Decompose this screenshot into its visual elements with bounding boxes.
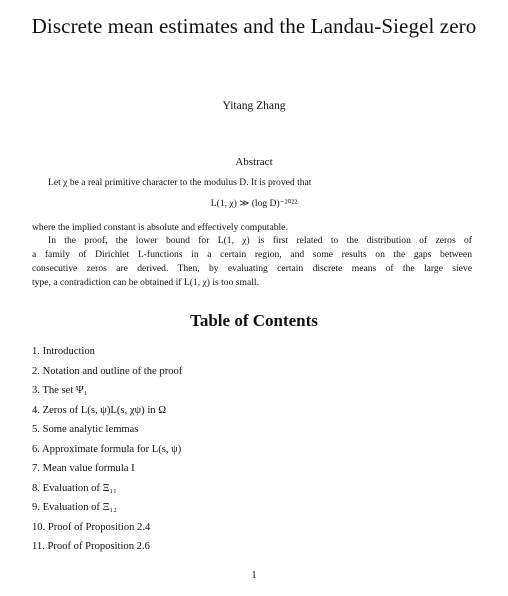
- toc-link[interactable]: 11. Proof of Proposition 2.6: [32, 541, 150, 552]
- abstract-line-4: a family of Dirichlet L-functions in a certain region, and some results on the gaps between: [32, 249, 472, 260]
- toc-link[interactable]: 2. Notation and outline of the proof: [32, 365, 183, 377]
- toc-item[interactable]: [32, 463, 182, 483]
- toc-link[interactable]: 7. Mean value formula I: [32, 463, 135, 474]
- toc-link[interactable]: 10. Proof of Proposition 2.4: [32, 521, 151, 533]
- abstract-formula: L(1, χ) ≫ (log D)⁻²⁰²²: [210, 198, 298, 209]
- page-number: 1: [251, 570, 257, 581]
- abstract-line-6: type, a contradiction can be obtained if L(1, χ) is too small.: [32, 277, 259, 288]
- toc-item[interactable]: [32, 405, 182, 425]
- abstract-line-3: In the proof, the lower bound for L(1, χ) is first related to the distribution of zeros of: [48, 235, 472, 246]
- toc-link[interactable]: 9. Evaluation of Ξ₁₂: [32, 502, 117, 513]
- toc-item[interactable]: [32, 424, 182, 444]
- toc-item[interactable]: [32, 541, 182, 561]
- table-of-contents: [32, 346, 182, 561]
- toc-heading: Table of Contents: [190, 311, 318, 330]
- toc-link[interactable]: 1. Introduction: [32, 346, 95, 357]
- toc-link[interactable]: 8. Evaluation of Ξ₁₁: [32, 482, 117, 494]
- toc-item[interactable]: [32, 366, 182, 386]
- abstract-line-5: consecutive zeros are derived. Then, by evaluating certain discrete means of the large sieve: [32, 263, 472, 274]
- abstract-heading: Abstract: [235, 156, 273, 168]
- toc-link[interactable]: 3. The set Ψ₁: [32, 385, 88, 396]
- abstract-line-1: Let χ be a real primitive character to the modulus D. It is proved that: [48, 177, 312, 188]
- abstract-line-2: where the implied constant is absolute and effectively computable.: [32, 222, 288, 233]
- toc-link[interactable]: 6. Approximate formula for L(s, ψ): [32, 443, 182, 455]
- toc-item[interactable]: [32, 502, 182, 522]
- toc-item[interactable]: [32, 346, 182, 366]
- paper-title: Discrete mean estimates and the Landau-Siegel zero: [31, 14, 477, 38]
- toc-link[interactable]: 5. Some analytic lemmas: [32, 424, 139, 435]
- author-name: Yitang Zhang: [222, 100, 286, 112]
- toc-item[interactable]: [32, 522, 182, 542]
- toc-item[interactable]: [32, 385, 182, 405]
- toc-item[interactable]: [32, 444, 182, 464]
- toc-item[interactable]: [32, 483, 182, 503]
- toc-link[interactable]: 4. Zeros of L(s, ψ)L(s, χψ) in Ω: [32, 404, 167, 416]
